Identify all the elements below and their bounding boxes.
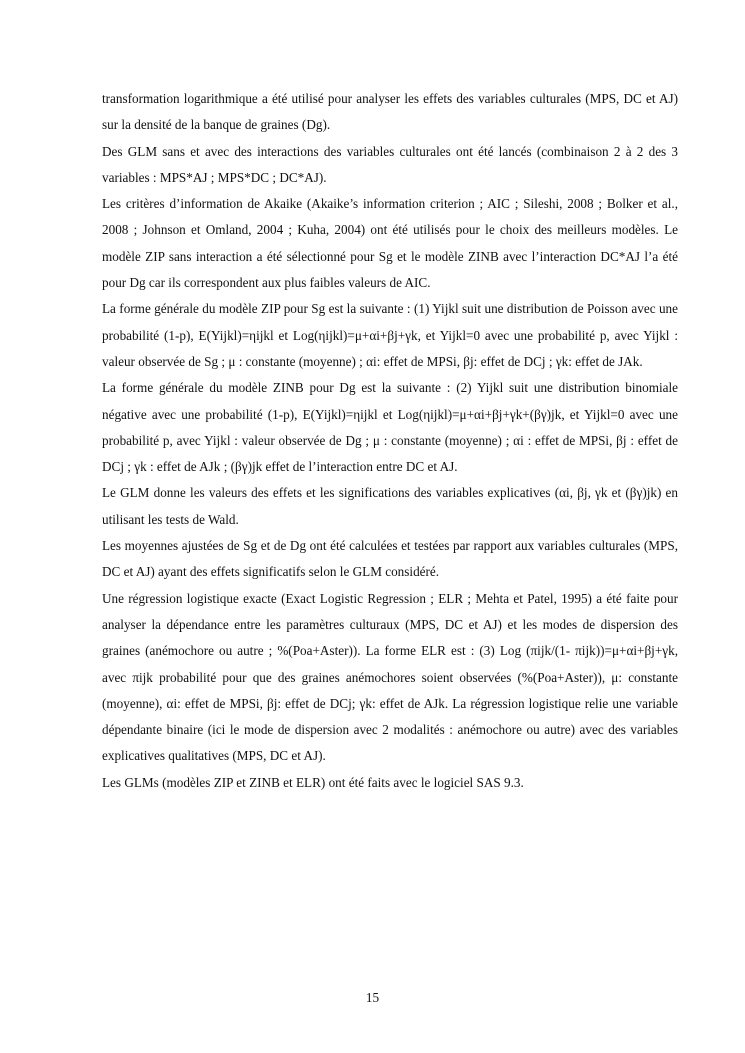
paragraph-glm-interactions: Des GLM sans et avec des interactions des variables culturales ont été lancés (combinaison 2 à 2 des 3 variables : MPS*AJ ; MPS*DC ; DC*AJ). [102,143,678,185]
paragraph-zip-model: La forme générale du modèle ZIP pour Sg est la suivante : (1) Yijkl suit une distribution de Poisson avec une probabilité (1-p), E(Yijkl)=ηijkl et Log(ηijkl)=μ+αi+βj+γk, et Yijkl=0 avec une probabilité p, avec Yijkl : valeur observée de Sg ; μ : constante (moyenne) ; αi: effet de MPSi, βj: effet de DCj ; γk: effet de JAk. [102,301,678,369]
paragraph-logistic-regression: Une régression logistique exacte (Exact Logistic Regression ; ELR ; Mehta et Patel, 1995) a été faite pour analyser la dépendance entre les paramètres culturaux (MPS, DC et AJ) et les modes de dispersion des graines (anémochore ou autre ; %(Poa+Aster)). La forme ELR est : (3) Log (πijk/(1- πijk))=μ+αi+βj+γk, avec πijk probabilité pour que des graines anémochores soient observées (%(Poa+Aster)), μ: constante (moyenne), αi: effet de MPSi, βj: effet de DCj; γk: effet de AJk. La régression logistique relie une variable dépendante binaire (ici le mode de dispersion avec 2 modalités : anémochore ou autre) avec des variables explicatives qualitatives (MPS, DC et AJ). [102,590,678,764]
page-body [102,86,678,796]
paragraph-sas-software: Les GLMs (modèles ZIP et ZINB et ELR) ont été faits avec le logiciel SAS 9.3. [102,774,524,790]
paragraph-zinb-model: La forme générale du modèle ZINB pour Dg est la suivante : (2) Yijkl suit une distribution binomiale négative avec une probabilité (1-p), E(Yijkl)=ηijkl et Log(ηijkl)=μ+αi+βj+γk+(βγ)jk, et Yijkl=0 avec une probabilité p, avec Yijkl : valeur observée de Dg ; μ : constante (moyenne) ; αi : effet de MPSi, βj : effet de DCj ; γk : effet de AJk ; (βγ)jk effet de l’interaction entre DC et AJ. [102,380,678,475]
paragraph-adjusted-means: Les moyennes ajustées de Sg et de Dg ont été calculées et testées par rapport aux variables culturales (MPS, DC et AJ) ayant des effets significatifs selon le GLM considéré. [102,538,678,580]
paragraph-aic-criteria: Les critères d’information de Akaike (Akaike’s information criterion ; AIC ; Sileshi, 2008 ; Bolker et al., 2008 ; Johnson et Omland, 2004 ; Kuha, 2004) ont été utilisés pour le choix des meilleurs modèles. Le modèle ZIP sans interaction a été sélectionné pour Sg et le modèle ZINB avec l’interaction DC*AJ l’a été pour Dg car ils correspondent aux plus faibles valeurs de AIC. [102,196,678,291]
paragraph-transformation: transformation logarithmique a été utilisé pour analyser les effets des variables culturales (MPS, DC et AJ) sur la densité de la banque de graines (Dg). [102,91,678,133]
paragraph-wald-tests: Le GLM donne les valeurs des effets et les significations des variables explicatives (αi, βj, γk et (βγ)jk) en utilisant les tests de Wald. [102,485,678,527]
page-number: 15 [365,990,380,1005]
